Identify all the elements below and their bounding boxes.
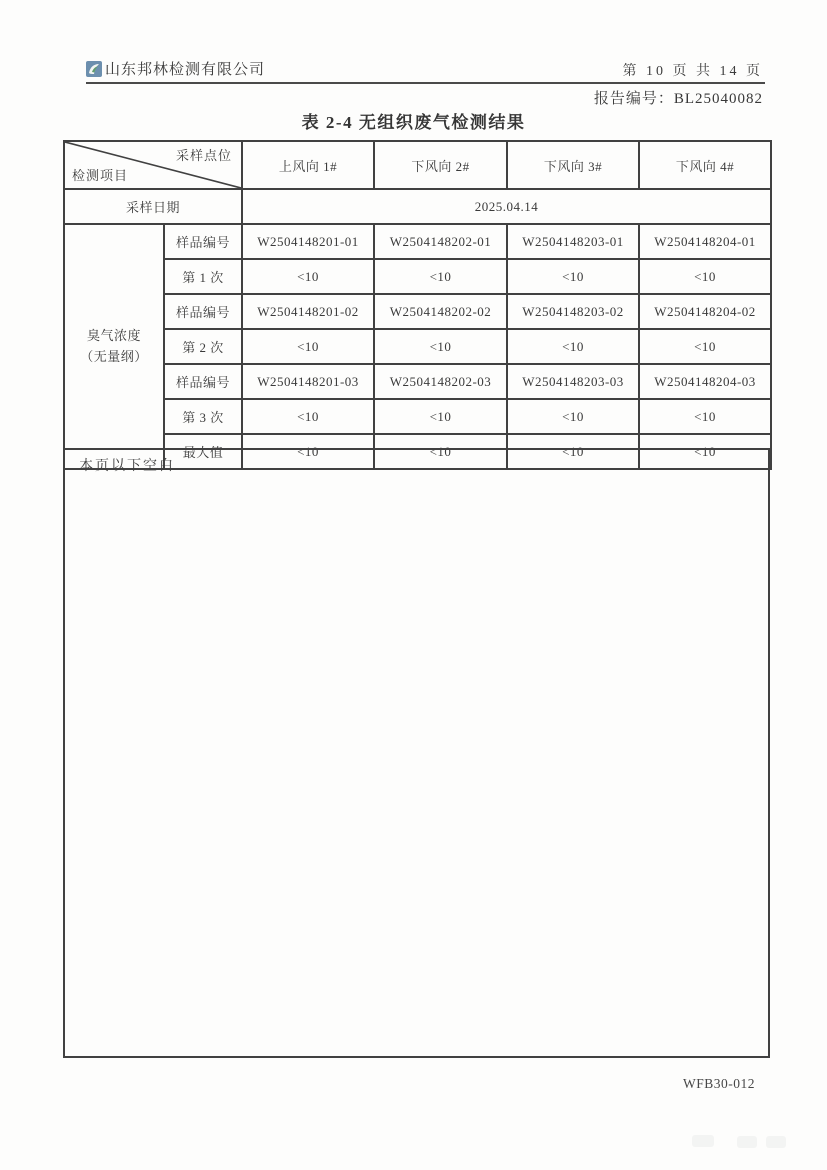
cell-value: W2504148204-03 [639,364,771,399]
cell-value: W2504148203-03 [507,364,639,399]
row-label: 样品编号 [164,294,242,329]
cell-value: <10 [374,434,507,469]
test-item-line1: 臭气浓度 [86,328,141,344]
cell-value: <10 [507,434,639,469]
cell-value: <10 [374,329,507,364]
cell-value: W2504148201-01 [242,224,374,259]
cell-value: W2504148202-03 [374,364,507,399]
cell-value: <10 [374,399,507,434]
sampling-date-value: 2025.04.14 [242,189,771,224]
cell-value: <10 [639,259,771,294]
table-row [64,364,771,399]
diagonal-label-sampling-point: 采样点位 [175,148,232,163]
results-table [63,140,772,470]
cell-value: <10 [242,434,374,469]
cell-value: W2504148202-01 [374,224,507,259]
diagonal-header-cell [64,141,242,189]
row-label: 样品编号 [164,364,242,399]
cell-value: <10 [507,329,639,364]
page-number-info: 第 10 页 共 14 页 [622,64,763,79]
cell-value: <10 [242,399,374,434]
scan-noise [766,1136,786,1148]
company-name: 山东邦林检测有限公司 [105,62,266,78]
company-logo-icon [86,61,102,77]
table-header-row [64,141,771,189]
scan-noise [737,1136,757,1148]
cell-value: <10 [242,259,374,294]
blank-area-box [63,448,770,1058]
column-header-downwind-4: 下风向 4# [639,141,771,189]
test-item-line2: （无量纲） [80,348,148,364]
row-label: 第 1 次 [164,259,242,294]
sampling-date-row [64,189,771,224]
blank-note: 本页以下空白 [79,459,175,474]
diagonal-label-test-item: 检测项目 [72,168,129,183]
table-row [64,329,771,364]
cell-value: <10 [639,329,771,364]
cell-value: <10 [507,399,639,434]
report-number-label: 报告编号： [593,91,674,107]
sampling-date-label: 采样日期 [64,189,242,224]
row-label: 最大值 [164,434,242,469]
report-number [594,87,763,108]
cell-value: W2504148202-02 [374,294,507,329]
test-item-cell [64,224,164,469]
column-header-downwind-2: 下风向 2# [374,141,507,189]
scan-noise [692,1135,714,1147]
cell-value: W2504148204-01 [639,224,771,259]
table-row [64,399,771,434]
form-code: WFB30-012 [683,1076,755,1091]
row-label: 第 3 次 [164,399,242,434]
report-number-value: BL25040082 [673,91,763,107]
cell-value: <10 [374,259,507,294]
table-row [64,259,771,294]
table-row [64,224,771,259]
column-header-upwind-1: 上风向 1# [242,141,374,189]
table-title: 表 2-4 无组织废气检测结果 [301,113,526,132]
row-label: 第 2 次 [164,329,242,364]
company-header [86,58,265,79]
cell-value: W2504148203-02 [507,294,639,329]
cell-value: <10 [507,259,639,294]
cell-value: W2504148203-01 [507,224,639,259]
column-header-downwind-3: 下风向 3# [507,141,639,189]
row-label: 样品编号 [164,224,242,259]
cell-value: <10 [242,329,374,364]
table-row [64,294,771,329]
cell-value: W2504148201-03 [242,364,374,399]
header-divider [86,82,765,84]
cell-value: W2504148201-02 [242,294,374,329]
cell-value: W2504148204-02 [639,294,771,329]
cell-value: <10 [639,434,771,469]
cell-value: <10 [639,399,771,434]
